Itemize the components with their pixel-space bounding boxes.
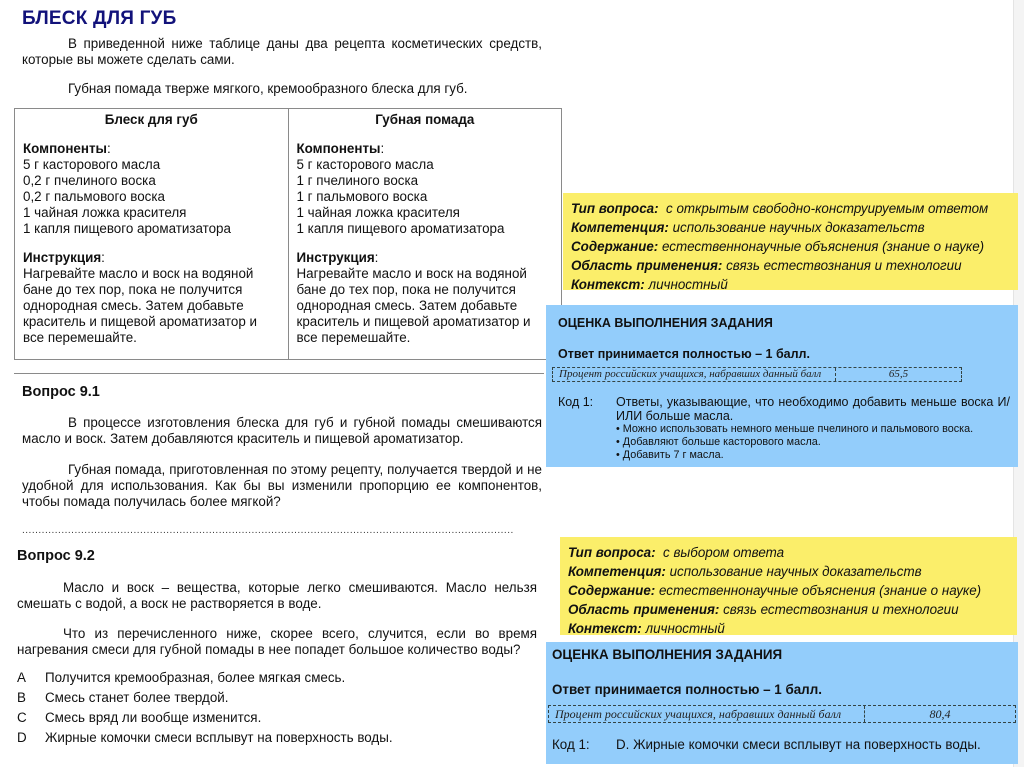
intro-paragraph-2: Губная помада тверже мягкого, кремообразного блеска для губ. bbox=[68, 81, 468, 96]
recipe-column-lip-gloss: Блеск для губ Компоненты: 5 г касторового масла 0,2 г пчелиного воска 0,2 г пальмового воска 1 чайная ложка красителя 1 капля пищевого ароматизатора Инструкция: Нагревайте масло и воск на водяной бане до тех пор, пока не получится однородная смесь. Затем добавьте краситель и пищевой ароматизатор и все перемешайте. bbox=[15, 109, 288, 359]
percent-table bbox=[548, 705, 1016, 723]
intro-paragraph-1: В приведенной ниже таблице даны два рецепта косметических средств, которые вы можете сделать сами. bbox=[22, 36, 542, 67]
components-label: Компоненты bbox=[23, 141, 107, 156]
question-9-1-paragraph-1: В процессе изготовления блеска для губ и губной помады смешиваются масло и воск. Затем добавляются краситель и пищевой ароматизатор. bbox=[22, 415, 542, 446]
component-item: 5 г касторового масла bbox=[23, 157, 161, 172]
context: личностный bbox=[645, 621, 725, 636]
component-item: 0,2 г пчелиного воска bbox=[23, 173, 156, 188]
code-text: Ответы, указывающие, что необходимо добавить меньше воска И/ИЛИ больше масла. bbox=[616, 395, 1010, 423]
component-item: 5 г касторового масла bbox=[296, 157, 434, 172]
competence: использование научных доказательств bbox=[669, 564, 922, 579]
scoring-title: ОЦЕНКА ВЫПОЛНЕНИЯ ЗАДАНИЯ bbox=[552, 647, 783, 662]
option-c[interactable]: C Смесь вряд ли вообще изменится. bbox=[17, 710, 262, 725]
percent-label: Процент российских учащихся, набравших данный балл bbox=[549, 706, 865, 722]
percent-value: 65,5 bbox=[888, 368, 909, 380]
question-meta-box-1: Тип вопроса: с открытым свободно-конструируемым ответом Компетенция: использование научных доказательств Содержание: естественнонаучные объяснения (знание о науке) Область применения: связь естествознания и технологии Контекст: личностный bbox=[563, 193, 1018, 290]
scoring-title: ОЦЕНКА ВЫПОЛНЕНИЯ ЗАДАНИЯ bbox=[558, 316, 773, 330]
code-1 bbox=[552, 738, 1014, 752]
content: естественнонаучные объяснения (знание о науке) bbox=[661, 239, 985, 254]
competence: использование научных доказательств bbox=[672, 220, 925, 235]
percent-table bbox=[552, 367, 962, 382]
instruction-label: Инструкция bbox=[23, 250, 102, 265]
option-b[interactable]: B Смесь станет более твердой. bbox=[17, 690, 229, 705]
percent-label: Процент российских учащихся, набравших данный балл bbox=[553, 368, 836, 381]
answer-line[interactable]: ...................................................................................................................................................... bbox=[22, 525, 514, 536]
recipe-table bbox=[14, 108, 562, 360]
instruction-text: Нагревайте масло и воск на водяной бане до тех пор, пока не получится однородная смесь. Затем добавьте краситель и пищевой ароматизатор и все перемешайте. bbox=[296, 266, 531, 345]
instruction-text: Нагревайте масло и воск на водяной бане до тех пор, пока не получится однородная смесь. Затем добавьте краситель и пищевой ароматизатор и все перемешайте. bbox=[23, 266, 257, 345]
question-9-2-paragraph-2: Что из перечисленного ниже, скорее всего, случится, если во время нагревания смеси для губной помады в нее попадет большое количество воды? bbox=[17, 626, 537, 657]
option-a[interactable]: A Получится кремообразная, более мягкая смесь. bbox=[17, 670, 346, 685]
component-item: 1 г пчелиного воска bbox=[296, 173, 419, 188]
scoring-box-2 bbox=[546, 642, 1018, 764]
component-item: 1 г пальмового воска bbox=[296, 189, 428, 204]
answer-options bbox=[17, 668, 537, 748]
question-type: с выбором ответа bbox=[663, 545, 785, 560]
code-label: Код 1: bbox=[558, 395, 594, 409]
component-item: 1 чайная ложка красителя bbox=[23, 205, 187, 220]
components-label: Компоненты bbox=[296, 141, 381, 156]
scoring-box-1 bbox=[546, 305, 1018, 467]
section-divider bbox=[14, 373, 544, 374]
question-9-1-paragraph-2: Губная помада, приготовленная по этому рецепту, получается твердой и не удобной для использования. Как бы вы изменили пропорцию ее компонентов, чтобы помада получилась более мягкой? bbox=[22, 462, 542, 509]
application-area: связь естествознания и технологии bbox=[726, 258, 962, 273]
scoring-accepted: Ответ принимается полностью – 1 балл. bbox=[552, 682, 822, 697]
code-label: Код 1: bbox=[552, 737, 590, 752]
component-item: 1 чайная ложка красителя bbox=[296, 205, 460, 220]
question-9-1-heading: Вопрос 9.1 bbox=[22, 384, 100, 400]
code-text: D. Жирные комочки смеси всплывут на поверхность воды. bbox=[616, 737, 981, 752]
content: естественнонаучные объяснения (знание о науке) bbox=[658, 583, 982, 598]
component-item: 0,2 г пальмового воска bbox=[23, 189, 165, 204]
component-item: 1 капля пищевого ароматизатора bbox=[296, 221, 505, 236]
recipe-name: Блеск для губ bbox=[104, 112, 198, 127]
option-d[interactable]: D Жирные комочки смеси всплывут на поверхность воды. bbox=[17, 730, 393, 745]
recipe-column-lipstick: Губная помада Компоненты: 5 г касторового масла 1 г пчелиного воска 1 г пальмового воска 1 чайная ложка красителя 1 капля пищевого ароматизатора Инструкция: Нагревайте масло и воск на водяной бане до тех пор, пока не получится однородная смесь. Затем добавьте краситель и пищевой ароматизатор и все перемешайте. bbox=[288, 109, 562, 359]
code-examples: • Можно использовать немного меньше пчелиного и пальмового воска. • Добавляют больше касторового масла. • Добавить 7 г масла. bbox=[616, 423, 1010, 462]
recipe-name: Губная помада bbox=[375, 112, 475, 127]
page-title: БЛЕСК ДЛЯ ГУБ bbox=[22, 8, 177, 29]
question-meta-box-2: Тип вопроса: с выбором ответа Компетенция: использование научных доказательств Содержание: естественнонаучные объяснения (знание о науке) Область применения: связь естествознания и технологии Контекст: личностный bbox=[560, 537, 1017, 635]
scoring-accepted: Ответ принимается полностью – 1 балл. bbox=[558, 347, 810, 361]
application-area: связь естествознания и технологии bbox=[723, 602, 959, 617]
question-9-2-heading: Вопрос 9.2 bbox=[17, 548, 95, 564]
component-item: 1 капля пищевого ароматизатора bbox=[23, 221, 231, 236]
percent-value: 80,4 bbox=[929, 707, 951, 721]
context: личностный bbox=[648, 277, 728, 292]
instruction-label: Инструкция bbox=[296, 250, 375, 265]
question-type: с открытым свободно-конструируемым ответом bbox=[666, 201, 989, 216]
question-9-2-paragraph-1: Масло и воск – вещества, которые легко смешиваются. Масло нельзя смешать с водой, а воск не растворяется в воде. bbox=[17, 580, 537, 611]
code-1 bbox=[558, 395, 1010, 462]
